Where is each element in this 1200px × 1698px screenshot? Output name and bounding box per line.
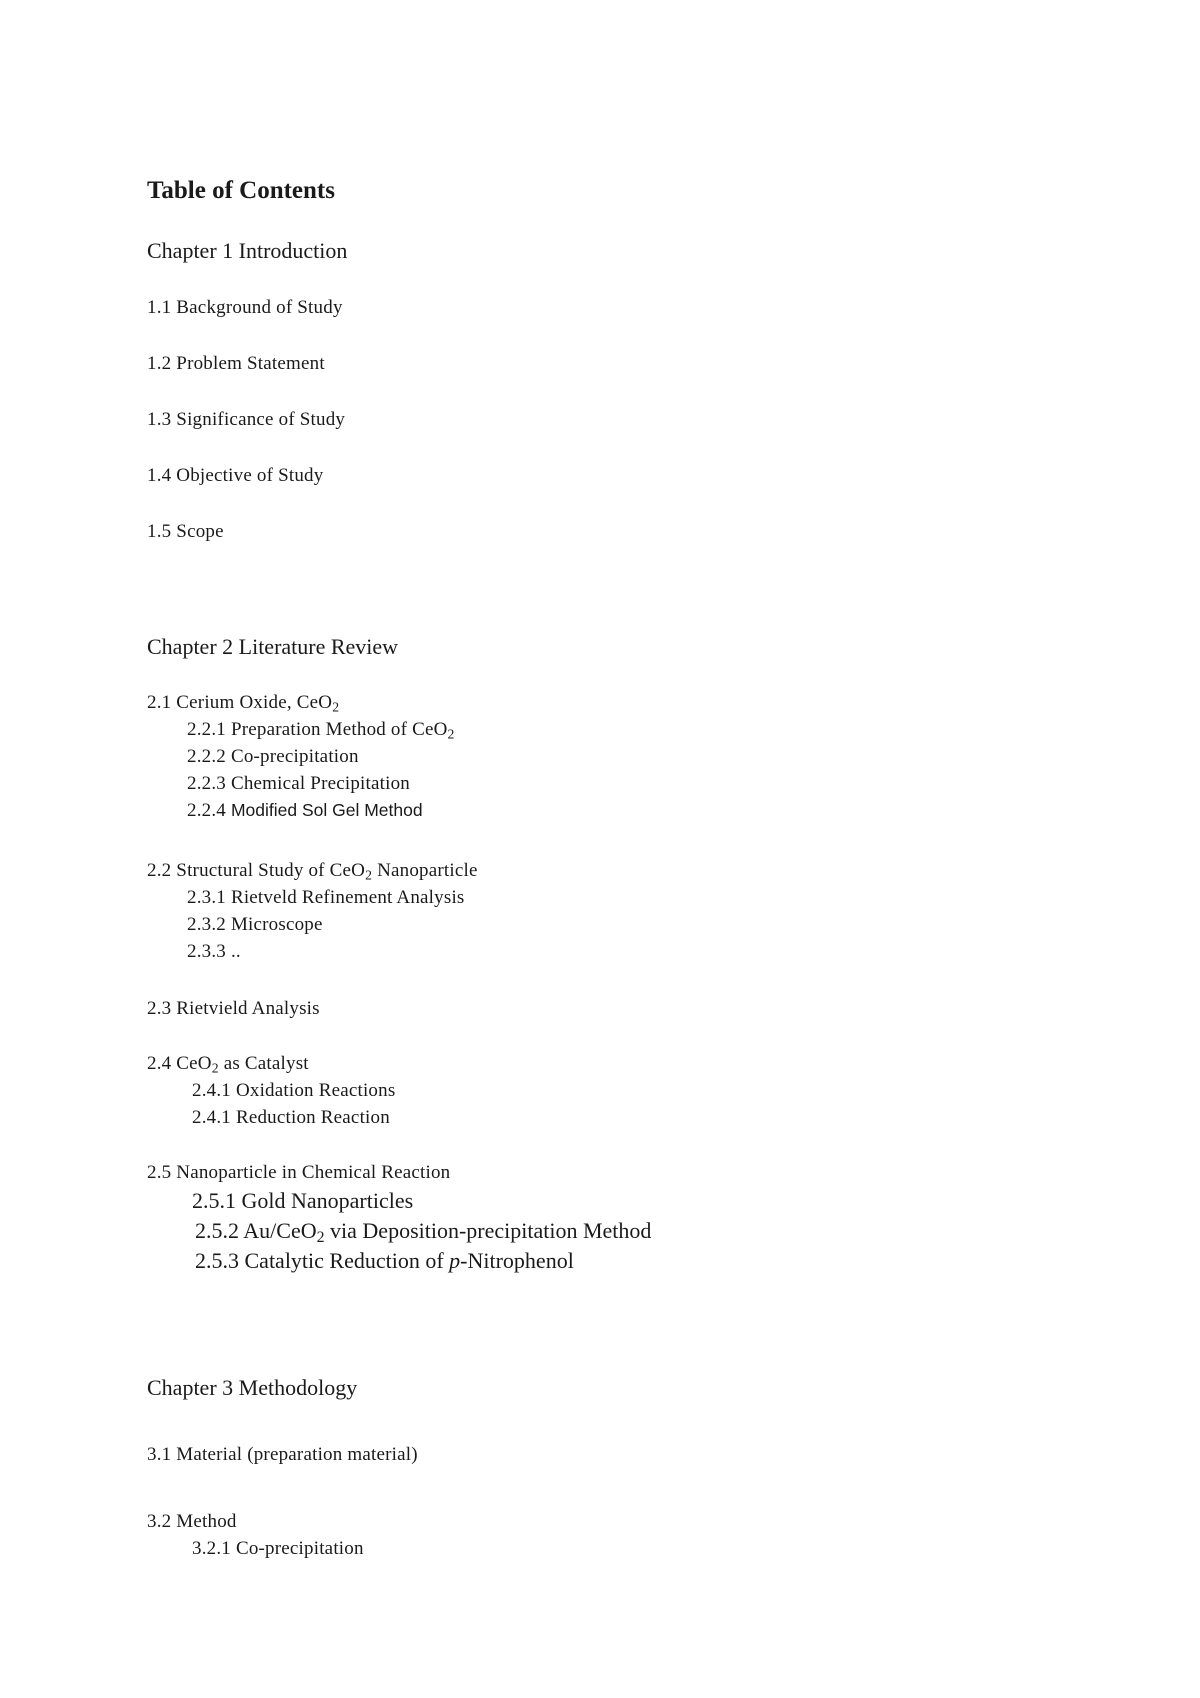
toc-entry-2-3-2: 2.3.2 Microscope bbox=[187, 914, 323, 935]
toc-entry-2-4-1-oxidation: 2.4.1 Oxidation Reactions bbox=[192, 1080, 396, 1101]
toc-entry-2-3-1: 2.3.1 Rietveld Refinement Analysis bbox=[187, 887, 465, 908]
toc-entry-2-2-1: 2.2.1 Preparation Method of CeO$_2$ bbox=[187, 719, 455, 742]
toc-entry-3-1: 3.1 Material (preparation material) bbox=[147, 1444, 418, 1465]
toc-entry-1-3: 1.3 Significance of Study bbox=[147, 409, 346, 430]
chapter-2-heading: Chapter 2 Literature Review bbox=[147, 634, 399, 659]
toc-entry-2-4-1-reduction: 2.4.1 Reduction Reaction bbox=[192, 1107, 390, 1128]
toc-entry-2-4: 2.4 CeO$_2$ as Catalyst bbox=[147, 1053, 309, 1076]
toc-entry-2-3: 2.3 Rietvield Analysis bbox=[147, 998, 320, 1019]
toc-entry-2-3-3: 2.3.3 .. bbox=[187, 941, 241, 962]
toc-entry-1-1: 1.1 Background of Study bbox=[147, 297, 343, 318]
toc-entry-2-2-3: 2.2.3 Chemical Precipitation bbox=[187, 773, 410, 794]
page-title: Table of Contents bbox=[147, 177, 335, 204]
toc-entry-2-2-4: 2.2.4 Modified Sol Gel Method bbox=[187, 800, 423, 821]
toc-entry-1-2: 1.2 Problem Statement bbox=[147, 353, 325, 374]
toc-entry-2-5-1: 2.5.1 Gold Nanoparticles bbox=[192, 1188, 414, 1213]
toc-entry-2-2-2: 2.2.2 Co-precipitation bbox=[187, 746, 359, 767]
chapter-1-heading: Chapter 1 Introduction bbox=[147, 238, 348, 263]
chapter-3-heading: Chapter 3 Methodology bbox=[147, 1375, 358, 1400]
toc-entry-2-5-3: 2.5.3 Catalytic Reduction of p-Nitrophenol bbox=[195, 1248, 574, 1273]
toc-entry-3-2: 3.2 Method bbox=[147, 1511, 237, 1532]
toc-entry-2-5-2: 2.5.2 Au/CeO$_2$ via Deposition-precipitation Method bbox=[195, 1218, 652, 1246]
toc-entry-1-5: 1.5 Scope bbox=[147, 521, 224, 542]
toc-entry-3-2-1: 3.2.1 Co-precipitation bbox=[192, 1538, 364, 1559]
toc-entry-2-2: 2.2 Structural Study of CeO$_2$ Nanoparticle bbox=[147, 860, 478, 883]
toc-entry-1-4: 1.4 Objective of Study bbox=[147, 465, 324, 486]
toc-entry-2-1: 2.1 Cerium Oxide, CeO$_2$ bbox=[147, 692, 340, 715]
toc-entry-2-5: 2.5 Nanoparticle in Chemical Reaction bbox=[147, 1162, 451, 1183]
